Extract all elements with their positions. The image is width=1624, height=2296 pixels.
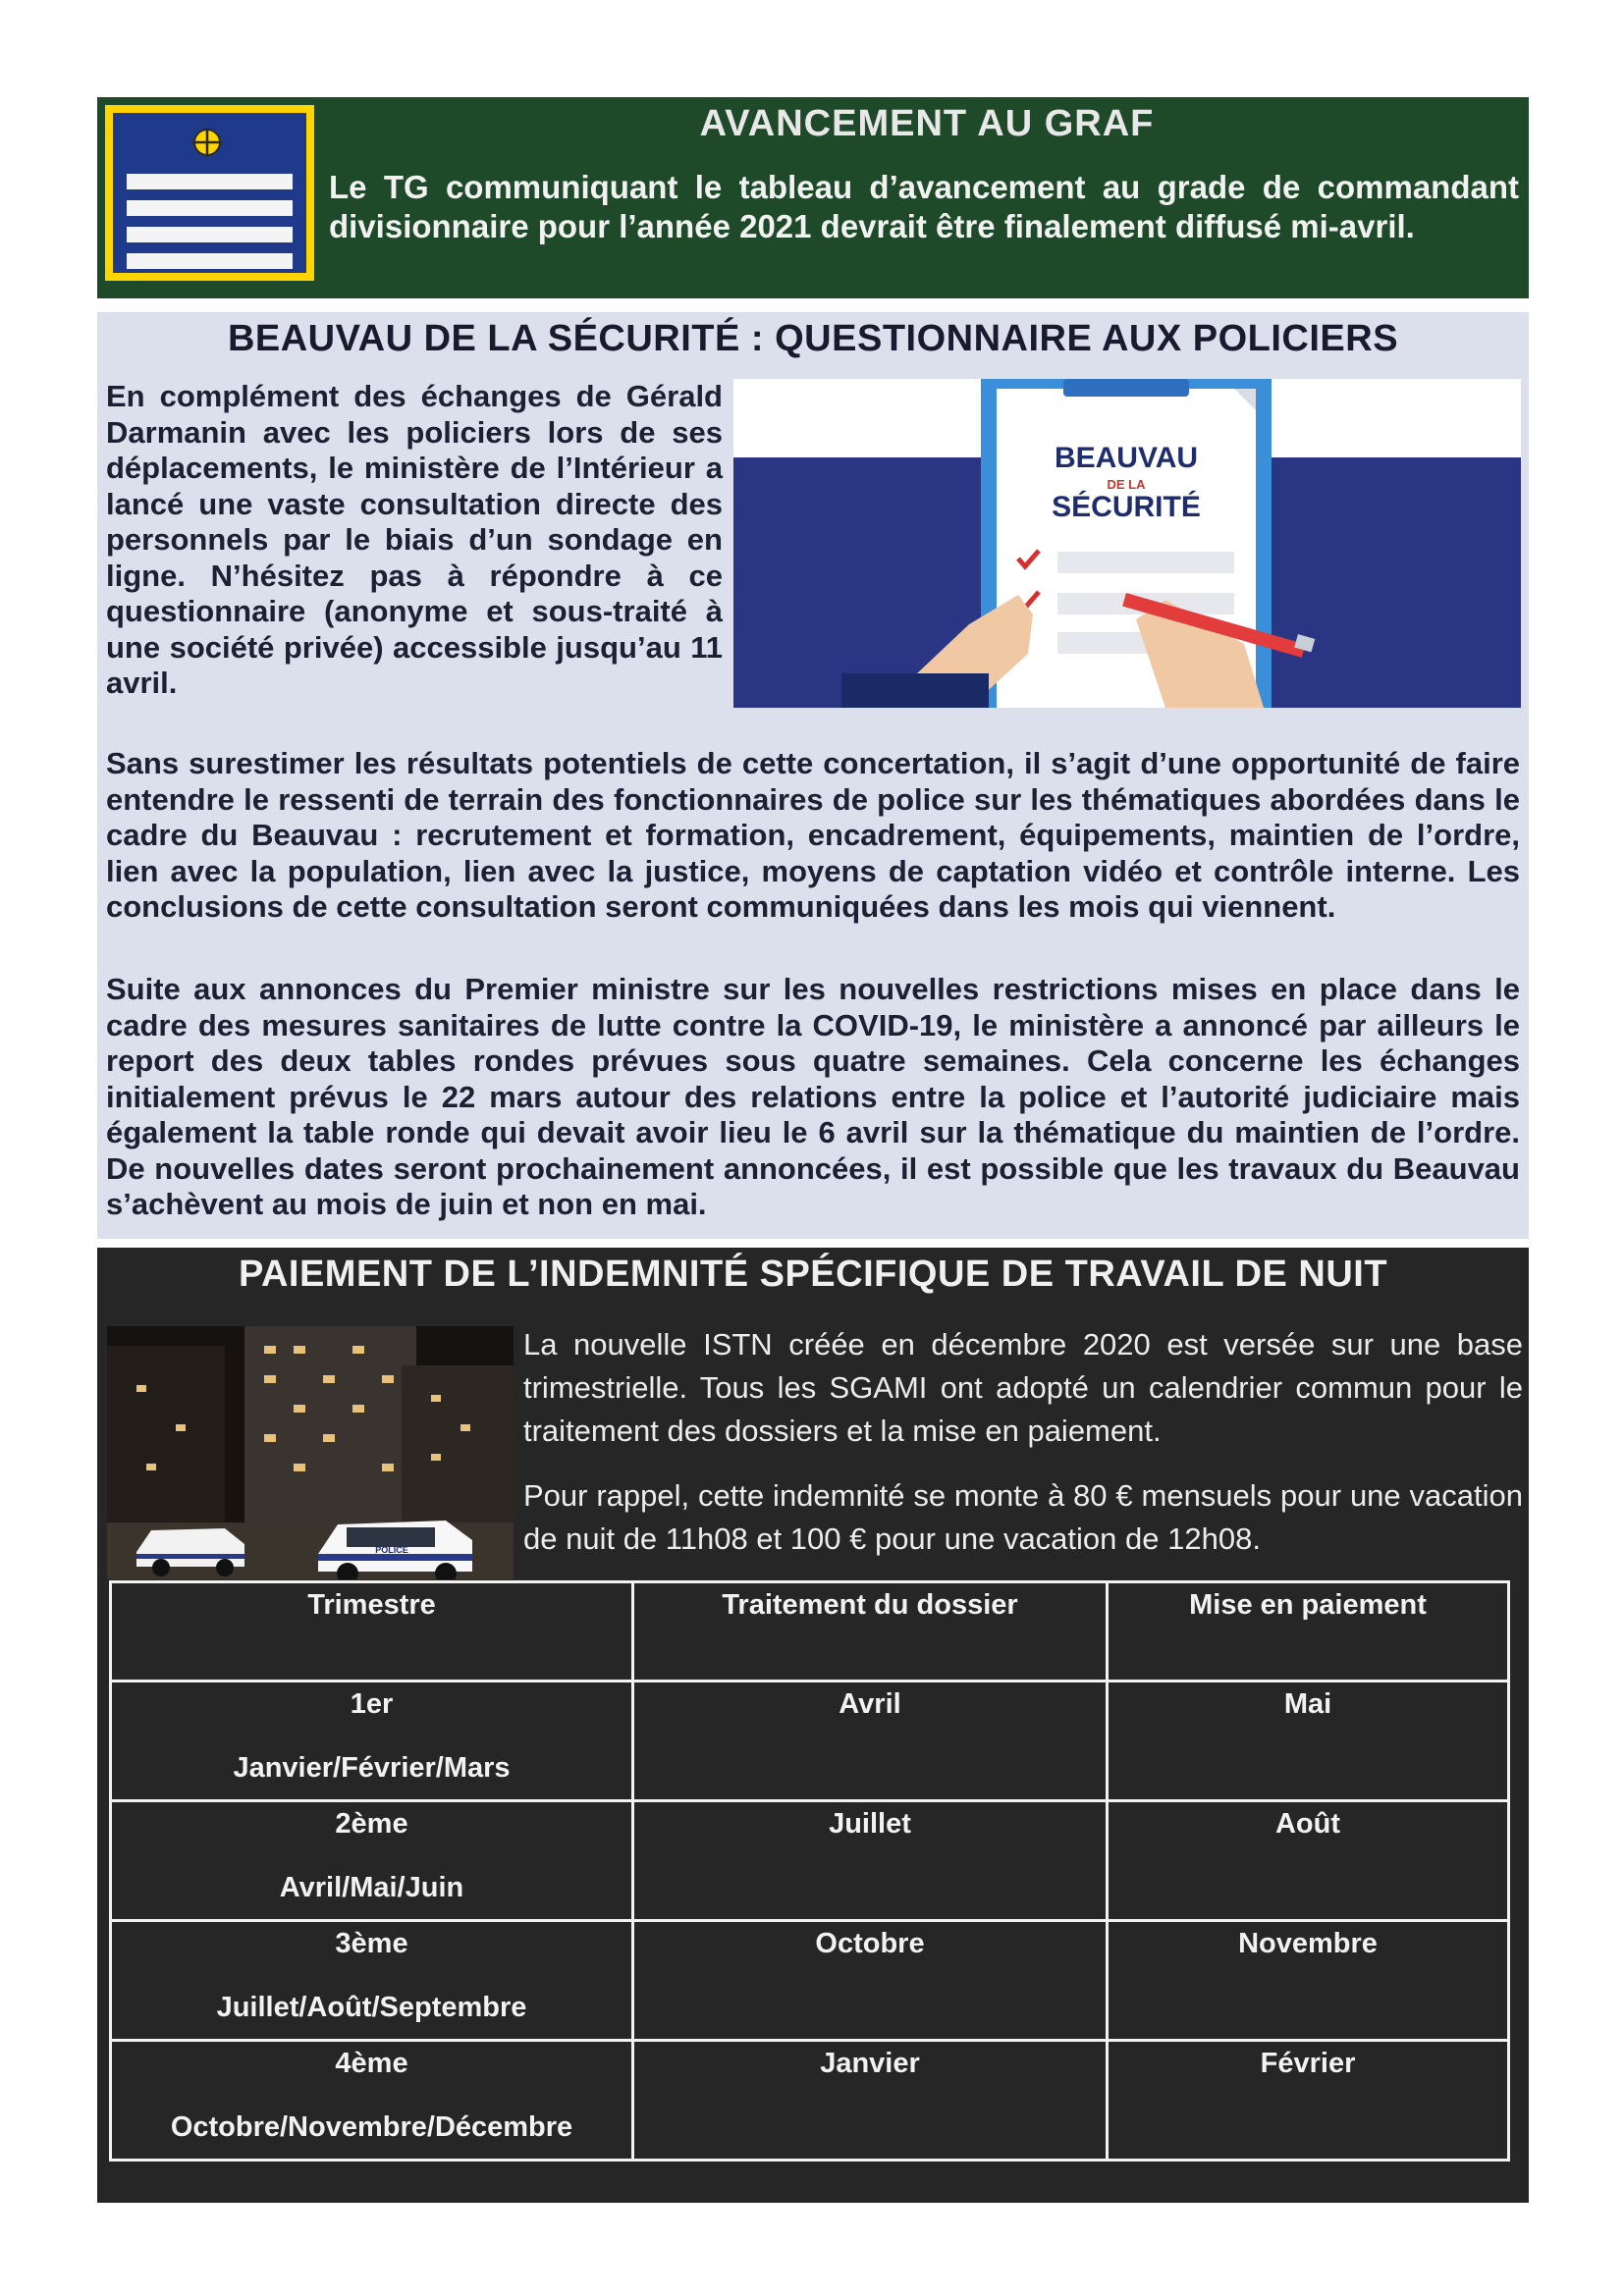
police-car-label: POLICE bbox=[375, 1545, 408, 1555]
table-row bbox=[111, 1921, 1509, 2041]
quarter-label: 1er bbox=[350, 1688, 394, 1720]
rank-insignia-icon bbox=[105, 105, 314, 281]
quarter-label: 4ème bbox=[335, 2048, 408, 2079]
police-cars-night-photo bbox=[107, 1326, 514, 1579]
payment-cell: Novembre bbox=[1108, 1921, 1509, 2041]
beauvau-clipboard-illustration bbox=[733, 379, 1521, 708]
processing-cell: Janvier bbox=[633, 2041, 1108, 2161]
istn-paragraph-1: La nouvelle ISTN créée en décembre 2020 est versée sur une base trimestrielle. Tous les SGAMI ont adopté un calendrier commun pour le traitement des dossiers et la mise en paiement. bbox=[523, 1327, 1523, 1448]
beauvau-paragraph-3: Suite aux annonces du Premier ministre sur les nouvelles restrictions mises en place dans le cadre des mesures sanitaires de lutte contre la COVID-19, le ministère a annoncé par ailleurs le report des deux tables rondes prévues sous quatre semaines. Cela concerne les échanges initialement prévus le 22 mars autour des relations entre la police et l’autorité judiciaire mais également la table ronde qui devait avoir lieu le 6 avril sur la thématique du maintien de l’ordre. De nouvelles dates seront prochainement annoncées, il est possible que les travaux du Beauvau s’achèvent au mois de juin et non en mai. bbox=[106, 972, 1520, 1221]
graf-text: Le TG communiquant le tableau d’avancement au grade de commandant divisionnaire pour l’année 2021 devrait être finalement diffusé mi-avril. bbox=[329, 169, 1519, 244]
quarter-months: Juillet/Août/Septembre bbox=[216, 1992, 527, 2023]
istn-title: PAIEMENT DE L’INDEMNITÉ SPÉCIFIQUE DE TRAVAIL DE NUIT bbox=[238, 1254, 1388, 1295]
payment-cell: Mai bbox=[1108, 1682, 1509, 1801]
beauvau-section bbox=[97, 312, 1529, 1239]
quarter-cell bbox=[111, 1921, 633, 2041]
table-row bbox=[111, 1801, 1509, 1921]
quarter-months: Octobre/Novembre/Décembre bbox=[170, 2111, 573, 2143]
payment-cell: Août bbox=[1108, 1801, 1509, 1921]
table-header-row bbox=[111, 1582, 1509, 1682]
quarter-label: 2ème bbox=[335, 1808, 408, 1840]
quarter-months: Avril/Mai/Juin bbox=[279, 1872, 464, 1903]
istn-schedule-table bbox=[109, 1580, 1510, 2162]
beauvau-paragraph-2: Sans surestimer les résultats potentiels de cette concertation, il s’agit d’une opportunité de faire entendre le ressenti de terrain des fonctionnaires de police sur les thématiques abordées dans le cadre du Beauvau : recrutement et formation, encadrement, équipements, maintien de l’ordre, lien avec la population, lien avec la justice, moyens de captation vidéo et contrôle interne. Les conclusions de cette consultation seront communiquées dans les mois qui viennent. bbox=[106, 746, 1520, 924]
quarter-cell bbox=[111, 1801, 633, 1921]
header-paiement: Mise en paiement bbox=[1108, 1582, 1509, 1682]
processing-cell: Octobre bbox=[633, 1921, 1108, 2041]
beauvau-paragraph-1: En complément des échanges de Gérald Darmanin avec les policiers lors de ses déplacements, le ministère de l’Intérieur a lancé une vaste consultation directe des personnels par le biais d’un sondage en ligne. N’hésitez pas à répondre à ce questionnaire (anonyme et sous-traité à une société privée) accessible jusqu’au 11 avril. bbox=[106, 379, 723, 700]
graf-section bbox=[97, 97, 1529, 298]
quarter-label: 3ème bbox=[335, 1928, 408, 1959]
header-trimestre: Trimestre bbox=[111, 1582, 633, 1682]
processing-cell: Juillet bbox=[633, 1801, 1108, 1921]
quarter-months: Janvier/Février/Mars bbox=[233, 1752, 511, 1784]
table-row bbox=[111, 1682, 1509, 1801]
istn-section bbox=[97, 1248, 1529, 2203]
quarter-cell bbox=[111, 2041, 633, 2161]
processing-cell: Avril bbox=[633, 1682, 1108, 1801]
payment-cell: Février bbox=[1108, 2041, 1509, 2161]
header-traitement: Traitement du dossier bbox=[633, 1582, 1108, 1682]
beauvau-logo-line-2: DE LA bbox=[1107, 477, 1146, 492]
istn-paragraph-2: Pour rappel, cette indemnité se monte à 80 € mensuels pour une vacation de nuit de 11h08 et 100 € pour une vacation de 12h08. bbox=[523, 1478, 1523, 1556]
quarter-cell bbox=[111, 1682, 633, 1801]
beauvau-title: BEAUVAU DE LA SÉCURITÉ : QUESTIONNAIRE AUX POLICIERS bbox=[227, 318, 1399, 359]
beauvau-logo-line-1: BEAUVAU bbox=[1054, 442, 1199, 474]
beauvau-logo-line-3: SÉCURITÉ bbox=[1052, 491, 1201, 523]
graf-title: AVANCEMENT AU GRAF bbox=[699, 103, 1155, 144]
table-row bbox=[111, 2041, 1509, 2161]
